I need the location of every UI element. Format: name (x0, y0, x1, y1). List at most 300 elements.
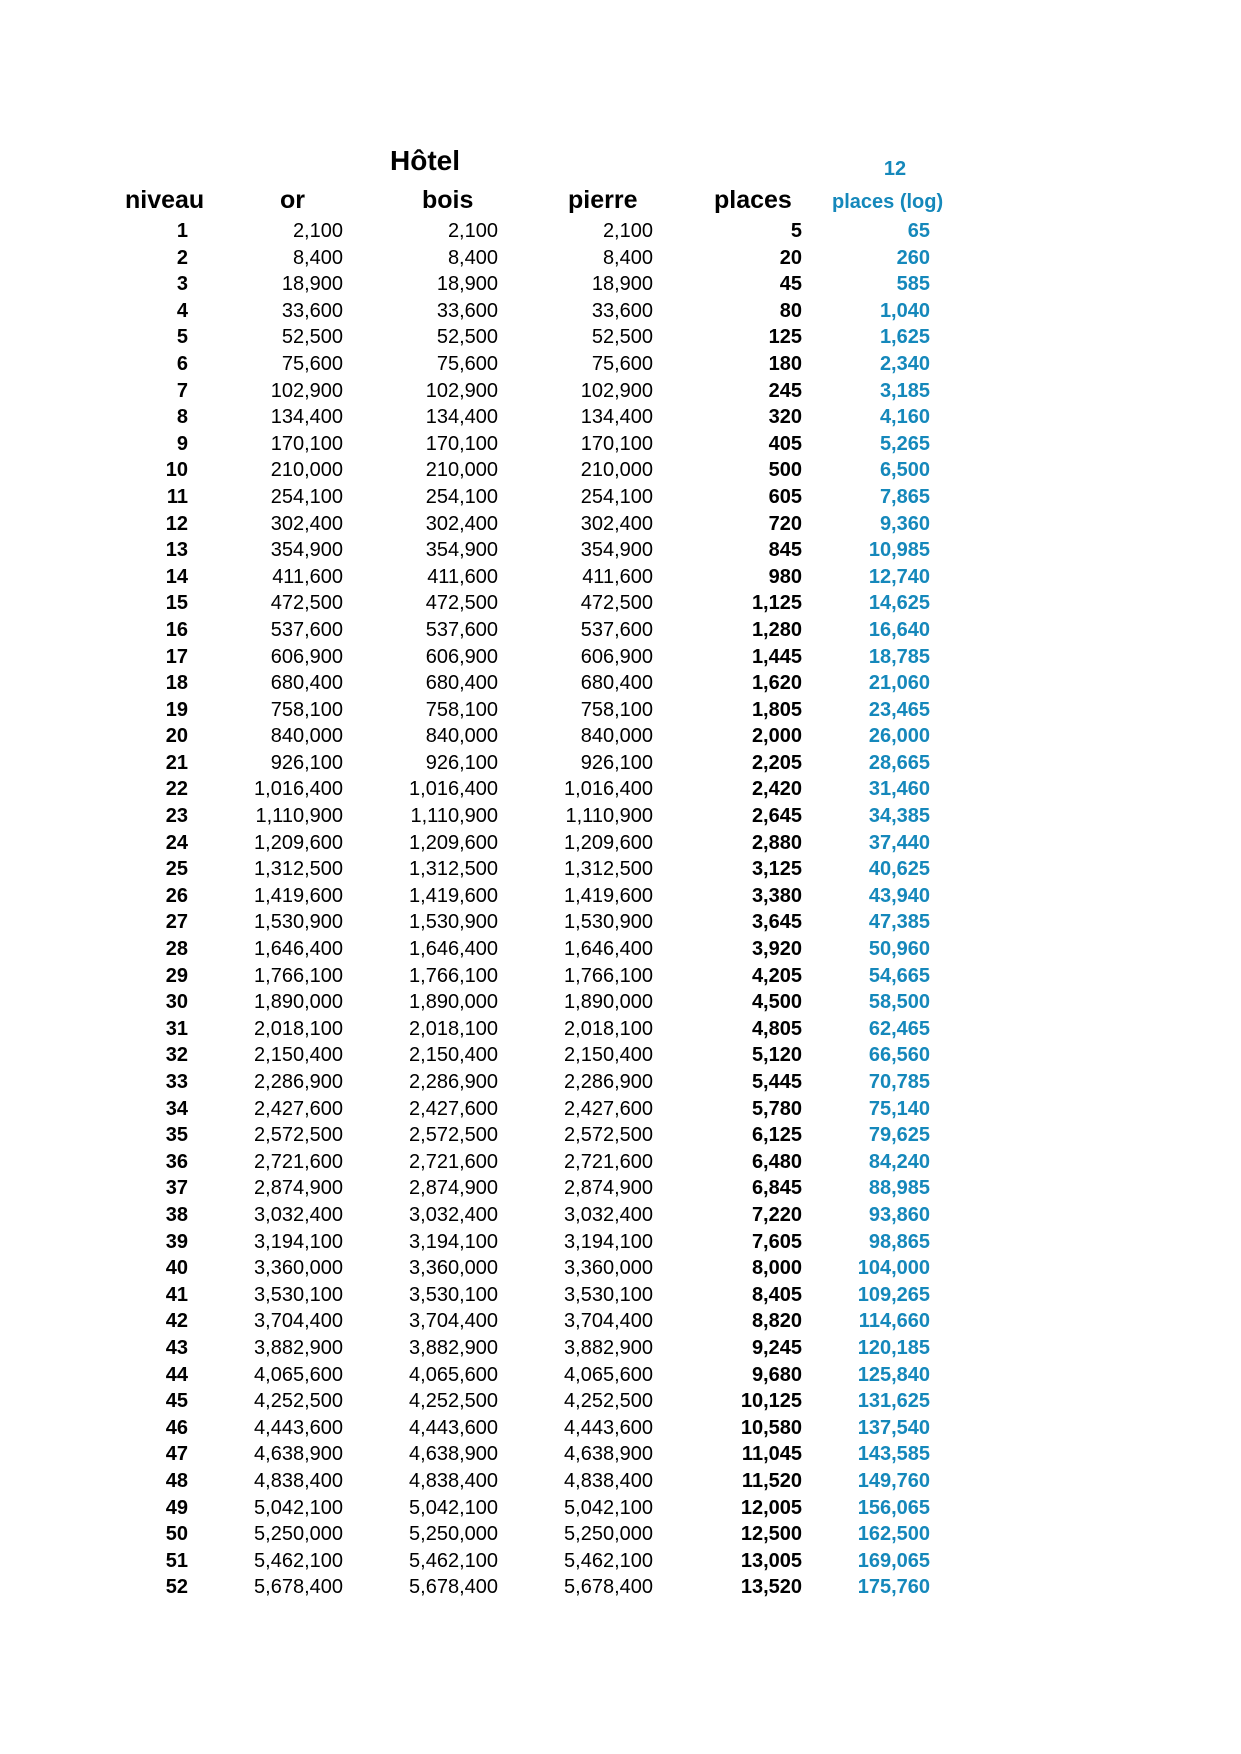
table-row (0, 564, 1241, 591)
cell-niveau: 41 (165, 1283, 188, 1306)
log-factor-value: 12 (883, 158, 907, 180)
page-title: Hôtel (390, 145, 460, 176)
cell-pierre: 758,100 (580, 698, 653, 721)
cell-places-log: 585 (896, 273, 930, 296)
cell-pierre: 134,400 (580, 406, 653, 429)
cell-places: 13,005 (740, 1549, 802, 1572)
table-row (0, 590, 1241, 617)
cell-or: 2,286,900 (254, 1071, 343, 1093)
cell-niveau: 30 (165, 991, 188, 1014)
cell-bois: 102,900 (425, 379, 498, 402)
cell-bois: 210,000 (425, 459, 498, 482)
cell-places: 3,380 (751, 884, 802, 907)
cell-places: 605 (768, 485, 802, 508)
cell-pierre: 52,500 (591, 326, 653, 349)
table-row (0, 457, 1241, 484)
cell-niveau: 3 (176, 273, 188, 296)
cell-bois: 33,600 (436, 299, 498, 322)
cell-bois: 840,000 (425, 725, 498, 748)
header-places: places (714, 186, 792, 214)
cell-places: 8,405 (751, 1283, 802, 1306)
cell-niveau: 17 (165, 645, 188, 668)
cell-places-log: 98,865 (868, 1230, 930, 1253)
cell-or: 606,900 (270, 645, 343, 668)
cell-places-log: 10,985 (868, 539, 930, 562)
cell-niveau: 43 (165, 1336, 188, 1359)
table-row (0, 1016, 1241, 1043)
cell-bois: 52,500 (436, 326, 498, 349)
cell-places-log: 2,340 (879, 352, 930, 375)
cell-places: 5,120 (751, 1044, 802, 1067)
cell-places-log: 109,265 (857, 1283, 930, 1306)
header-or: or (280, 186, 305, 214)
cell-pierre: 537,600 (580, 618, 653, 641)
cell-niveau: 5 (176, 326, 188, 349)
cell-bois: 354,900 (425, 539, 498, 562)
cell-places: 720 (768, 512, 802, 535)
cell-niveau: 32 (165, 1044, 188, 1067)
table-row (0, 298, 1241, 325)
cell-places: 2,000 (751, 725, 802, 748)
cell-or: 3,360,000 (254, 1257, 343, 1280)
table-row (0, 1175, 1241, 1202)
cell-bois: 5,042,100 (409, 1496, 498, 1519)
cell-or: 2,874,900 (254, 1177, 343, 1200)
cell-places: 5 (790, 220, 802, 242)
cell-pierre: 1,209,600 (564, 831, 653, 854)
table-row (0, 484, 1241, 511)
cell-places-log: 260 (896, 246, 930, 269)
cell-or: 411,600 (272, 565, 343, 588)
cell-pierre: 5,042,100 (564, 1496, 653, 1519)
cell-places: 10,580 (740, 1416, 802, 1439)
cell-niveau: 48 (165, 1469, 188, 1492)
table-row (0, 1415, 1241, 1442)
cell-pierre: 3,194,100 (564, 1230, 653, 1253)
cell-pierre: 210,000 (580, 459, 653, 482)
table-row (0, 1548, 1241, 1575)
table-row (0, 271, 1241, 298)
table-row (0, 1308, 1241, 1335)
cell-pierre: 5,678,400 (564, 1576, 653, 1599)
table-row (0, 1229, 1241, 1256)
header-niveau: niveau (125, 186, 205, 214)
cell-or: 4,065,600 (254, 1363, 343, 1386)
cell-pierre: 2,150,400 (564, 1044, 653, 1067)
cell-bois: 1,890,000 (409, 991, 498, 1014)
cell-or: 52,500 (281, 326, 343, 349)
table-row (0, 351, 1241, 378)
cell-pierre: 2,286,900 (564, 1071, 653, 1093)
cell-places-log: 75,140 (868, 1097, 930, 1120)
cell-or: 210,000 (270, 459, 343, 482)
cell-niveau: 36 (165, 1150, 188, 1173)
cell-places-log: 6,500 (879, 459, 930, 482)
cell-or: 1,419,600 (254, 884, 343, 907)
cell-places-log: 93,860 (868, 1203, 930, 1226)
cell-pierre: 75,600 (591, 352, 653, 375)
cell-niveau: 51 (165, 1549, 188, 1572)
cell-places: 7,220 (751, 1203, 802, 1226)
cell-niveau: 12 (165, 512, 188, 535)
cell-niveau: 33 (165, 1071, 188, 1093)
cell-niveau: 35 (165, 1124, 188, 1147)
cell-places-log: 84,240 (868, 1150, 930, 1173)
cell-places: 180 (768, 352, 802, 375)
cell-pierre: 33,600 (591, 299, 653, 322)
cell-places: 125 (768, 326, 802, 349)
cell-places: 1,805 (751, 698, 802, 721)
cell-or: 3,704,400 (254, 1310, 343, 1333)
cell-places-log: 23,465 (868, 698, 930, 721)
cell-or: 3,530,100 (254, 1283, 343, 1306)
table-row (0, 378, 1241, 405)
table-row (0, 644, 1241, 671)
cell-places: 10,125 (740, 1390, 802, 1413)
table-row (0, 218, 1241, 245)
table-row (0, 723, 1241, 750)
cell-niveau: 44 (165, 1363, 188, 1386)
table-row (0, 1122, 1241, 1149)
cell-or: 5,250,000 (254, 1523, 343, 1546)
cell-niveau: 47 (165, 1443, 188, 1466)
cell-places: 3,645 (751, 911, 802, 934)
cell-niveau: 49 (165, 1496, 188, 1519)
cell-bois: 75,600 (436, 352, 498, 375)
cell-bois: 1,530,900 (409, 911, 498, 934)
cell-niveau: 22 (165, 778, 188, 801)
cell-pierre: 2,572,500 (564, 1124, 653, 1147)
cell-niveau: 23 (165, 805, 188, 828)
cell-pierre: 5,462,100 (564, 1549, 653, 1572)
cell-niveau: 13 (165, 539, 188, 562)
cell-pierre: 4,252,500 (564, 1390, 653, 1413)
cell-places: 4,500 (751, 991, 802, 1014)
cell-niveau: 50 (165, 1523, 188, 1546)
cell-places-log: 104,000 (857, 1257, 930, 1280)
cell-niveau: 26 (165, 884, 188, 907)
cell-pierre: 472,500 (580, 592, 653, 615)
cell-niveau: 16 (165, 618, 188, 641)
cell-places: 845 (768, 539, 802, 562)
cell-niveau: 2 (176, 246, 188, 269)
cell-places: 4,205 (751, 964, 802, 987)
cell-places-log: 40,625 (868, 858, 930, 881)
cell-niveau: 37 (165, 1177, 188, 1200)
cell-bois: 537,600 (425, 618, 498, 641)
cell-or: 5,042,100 (254, 1496, 343, 1519)
table-row (0, 537, 1241, 564)
cell-bois: 1,766,100 (409, 964, 498, 987)
cell-places: 80 (779, 299, 802, 322)
cell-places: 20 (779, 246, 802, 269)
cell-pierre: 2,874,900 (564, 1177, 653, 1200)
cell-places: 12,005 (740, 1496, 802, 1519)
cell-bois: 4,443,600 (409, 1416, 498, 1439)
cell-niveau: 21 (165, 751, 188, 774)
cell-pierre: 2,018,100 (564, 1017, 653, 1040)
table-row (0, 1042, 1241, 1069)
cell-or: 5,462,100 (254, 1549, 343, 1572)
cell-or: 926,100 (270, 751, 343, 774)
cell-places: 11,045 (741, 1443, 802, 1466)
cell-pierre: 3,032,400 (564, 1203, 653, 1226)
cell-bois: 472,500 (425, 592, 498, 615)
cell-places-log: 143,585 (857, 1443, 930, 1466)
cell-places: 2,645 (751, 805, 802, 828)
cell-places-log: 37,440 (868, 831, 930, 854)
cell-or: 5,678,400 (254, 1576, 343, 1599)
cell-places-log: 62,465 (868, 1017, 930, 1040)
cell-or: 302,400 (270, 512, 343, 535)
cell-pierre: 5,250,000 (564, 1523, 653, 1546)
table-row (0, 245, 1241, 272)
table-row (0, 803, 1241, 830)
cell-places: 6,845 (751, 1177, 802, 1200)
table-row (0, 1468, 1241, 1495)
cell-pierre: 1,646,400 (564, 938, 653, 961)
cell-niveau: 42 (165, 1310, 188, 1333)
cell-niveau: 15 (165, 592, 188, 615)
table-row (0, 989, 1241, 1016)
table-row (0, 617, 1241, 644)
table-row (0, 404, 1241, 431)
cell-bois: 1,110,900 (410, 805, 498, 828)
cell-places-log: 54,665 (868, 964, 930, 987)
cell-places: 1,125 (751, 592, 802, 615)
cell-bois: 2,721,600 (409, 1150, 498, 1173)
table-row (0, 1202, 1241, 1229)
cell-or: 3,194,100 (254, 1230, 343, 1253)
cell-places-log: 156,065 (857, 1496, 930, 1519)
cell-places-log: 43,940 (868, 884, 930, 907)
cell-bois: 680,400 (425, 672, 498, 695)
cell-or: 2,427,600 (254, 1097, 343, 1120)
cell-places-log: 34,385 (868, 805, 930, 828)
cell-or: 170,100 (270, 432, 343, 455)
cell-places: 2,420 (751, 778, 802, 801)
table-row (0, 1335, 1241, 1362)
cell-pierre: 3,360,000 (564, 1257, 653, 1280)
cell-pierre: 4,065,600 (564, 1363, 653, 1386)
cell-places-log: 7,865 (879, 485, 930, 508)
table-row (0, 1441, 1241, 1468)
cell-or: 4,638,900 (254, 1443, 343, 1466)
cell-or: 102,900 (270, 379, 343, 402)
cell-niveau: 14 (165, 565, 188, 588)
cell-places-log: 149,760 (857, 1469, 930, 1492)
cell-places: 5,780 (751, 1097, 802, 1120)
table-row (0, 1069, 1241, 1096)
cell-places: 6,125 (751, 1124, 802, 1147)
cell-places-log: 3,185 (879, 379, 930, 402)
cell-bois: 926,100 (425, 751, 498, 774)
cell-or: 354,900 (270, 539, 343, 562)
cell-bois: 2,874,900 (409, 1177, 498, 1200)
cell-niveau: 1 (176, 220, 188, 242)
cell-bois: 3,704,400 (409, 1310, 498, 1333)
cell-bois: 2,572,500 (409, 1124, 498, 1147)
cell-or: 2,150,400 (254, 1044, 343, 1067)
cell-niveau: 4 (176, 299, 188, 322)
cell-niveau: 7 (176, 379, 188, 402)
cell-places-log: 16,640 (868, 618, 930, 641)
table-row (0, 1574, 1241, 1601)
cell-places: 245 (768, 379, 802, 402)
cell-niveau: 46 (165, 1416, 188, 1439)
cell-places-log: 14,625 (868, 592, 930, 615)
cell-bois: 1,016,400 (409, 778, 498, 801)
cell-or: 18,900 (281, 273, 343, 296)
cell-or: 1,890,000 (254, 991, 343, 1014)
cell-places-log: 1,040 (879, 299, 930, 322)
table-row (0, 1521, 1241, 1548)
cell-niveau: 39 (165, 1230, 188, 1253)
cell-or: 134,400 (270, 406, 343, 429)
cell-pierre: 606,900 (580, 645, 653, 668)
cell-places: 9,245 (751, 1336, 802, 1359)
cell-pierre: 1,419,600 (564, 884, 653, 907)
cell-or: 1,312,500 (254, 858, 343, 881)
table-row (0, 1388, 1241, 1415)
cell-places: 2,880 (751, 831, 802, 854)
table-row (0, 909, 1241, 936)
cell-niveau: 19 (165, 698, 188, 721)
cell-bois: 134,400 (425, 406, 498, 429)
cell-or: 1,110,900 (255, 805, 343, 828)
cell-pierre: 18,900 (591, 273, 653, 296)
cell-or: 3,032,400 (254, 1203, 343, 1226)
cell-places-log: 114,660 (858, 1310, 930, 1333)
cell-niveau: 24 (165, 831, 188, 854)
cell-places: 6,480 (751, 1150, 802, 1173)
table-row (0, 1362, 1241, 1389)
cell-pierre: 302,400 (580, 512, 653, 535)
cell-niveau: 45 (165, 1390, 188, 1413)
cell-bois: 3,882,900 (409, 1336, 498, 1359)
cell-places-log: 47,385 (868, 911, 930, 934)
cell-bois: 4,252,500 (409, 1390, 498, 1413)
table-row (0, 883, 1241, 910)
cell-pierre: 926,100 (580, 751, 653, 774)
cell-places-log: 66,560 (868, 1044, 930, 1067)
cell-bois: 3,194,100 (409, 1230, 498, 1253)
cell-places: 1,280 (751, 618, 802, 641)
cell-pierre: 1,016,400 (564, 778, 653, 801)
cell-places: 11,520 (741, 1469, 802, 1492)
cell-or: 2,572,500 (254, 1124, 343, 1147)
cell-bois: 5,250,000 (409, 1523, 498, 1546)
cell-bois: 2,427,600 (409, 1097, 498, 1120)
cell-pierre: 840,000 (580, 725, 653, 748)
cell-niveau: 31 (165, 1017, 188, 1040)
cell-bois: 1,312,500 (409, 858, 498, 881)
cell-niveau: 20 (165, 725, 188, 748)
cell-pierre: 8,400 (602, 246, 653, 269)
cell-places-log: 70,785 (868, 1071, 930, 1093)
cell-niveau: 6 (176, 352, 188, 375)
cell-bois: 2,286,900 (409, 1071, 498, 1093)
cell-bois: 8,400 (447, 246, 498, 269)
cell-or: 2,100 (292, 220, 343, 242)
cell-niveau: 52 (165, 1576, 188, 1599)
cell-niveau: 38 (165, 1203, 188, 1226)
cell-pierre: 2,100 (602, 220, 653, 242)
cell-pierre: 254,100 (580, 485, 653, 508)
table-row (0, 856, 1241, 883)
cell-pierre: 4,443,600 (564, 1416, 653, 1439)
table-row (0, 324, 1241, 351)
table-row (0, 1282, 1241, 1309)
cell-or: 1,646,400 (254, 938, 343, 961)
cell-places: 8,000 (751, 1257, 802, 1280)
cell-or: 254,100 (270, 485, 343, 508)
cell-places: 7,605 (751, 1230, 802, 1253)
cell-places-log: 65 (907, 220, 930, 242)
cell-or: 4,252,500 (254, 1390, 343, 1413)
cell-bois: 2,018,100 (409, 1017, 498, 1040)
cell-bois: 18,900 (436, 273, 498, 296)
header-pierre: pierre (568, 186, 638, 214)
cell-pierre: 3,530,100 (564, 1283, 653, 1306)
cell-places-log: 1,625 (879, 326, 930, 349)
cell-pierre: 170,100 (580, 432, 653, 455)
cell-or: 680,400 (270, 672, 343, 695)
cell-places: 1,620 (751, 672, 802, 695)
cell-places-log: 18,785 (868, 645, 930, 668)
cell-or: 1,016,400 (254, 778, 343, 801)
cell-niveau: 34 (165, 1097, 188, 1120)
table-row (0, 1255, 1241, 1282)
cell-or: 758,100 (270, 698, 343, 721)
cell-places-log: 50,960 (868, 938, 930, 961)
cell-places-log: 4,160 (879, 406, 930, 429)
cell-pierre: 102,900 (580, 379, 653, 402)
cell-places-log: 79,625 (868, 1124, 930, 1147)
cell-bois: 3,032,400 (409, 1203, 498, 1226)
cell-pierre: 354,900 (580, 539, 653, 562)
cell-bois: 758,100 (425, 698, 498, 721)
cell-or: 8,400 (292, 246, 343, 269)
cell-or: 1,530,900 (254, 911, 343, 934)
table-row (0, 750, 1241, 777)
table-header (0, 186, 1241, 220)
cell-bois: 170,100 (425, 432, 498, 455)
cell-pierre: 3,704,400 (564, 1310, 653, 1333)
cell-places: 13,520 (740, 1576, 802, 1599)
cell-places: 4,805 (751, 1017, 802, 1040)
cell-pierre: 3,882,900 (564, 1336, 653, 1359)
table-row (0, 776, 1241, 803)
cell-bois: 2,100 (447, 220, 498, 242)
cell-places-log: 26,000 (868, 725, 930, 748)
cell-pierre: 411,600 (582, 565, 653, 588)
cell-niveau: 10 (165, 459, 188, 482)
table-row (0, 697, 1241, 724)
cell-bois: 2,150,400 (409, 1044, 498, 1067)
table-row (0, 830, 1241, 857)
cell-bois: 3,360,000 (409, 1257, 498, 1280)
cell-niveau: 25 (165, 858, 188, 881)
cell-places: 500 (768, 459, 802, 482)
cell-places-log: 162,500 (857, 1523, 930, 1546)
cell-places-log: 169,065 (857, 1549, 930, 1572)
cell-pierre: 1,312,500 (564, 858, 653, 881)
table-row (0, 1096, 1241, 1123)
cell-places-log: 31,460 (868, 778, 930, 801)
cell-bois: 254,100 (425, 485, 498, 508)
cell-niveau: 18 (165, 672, 188, 695)
